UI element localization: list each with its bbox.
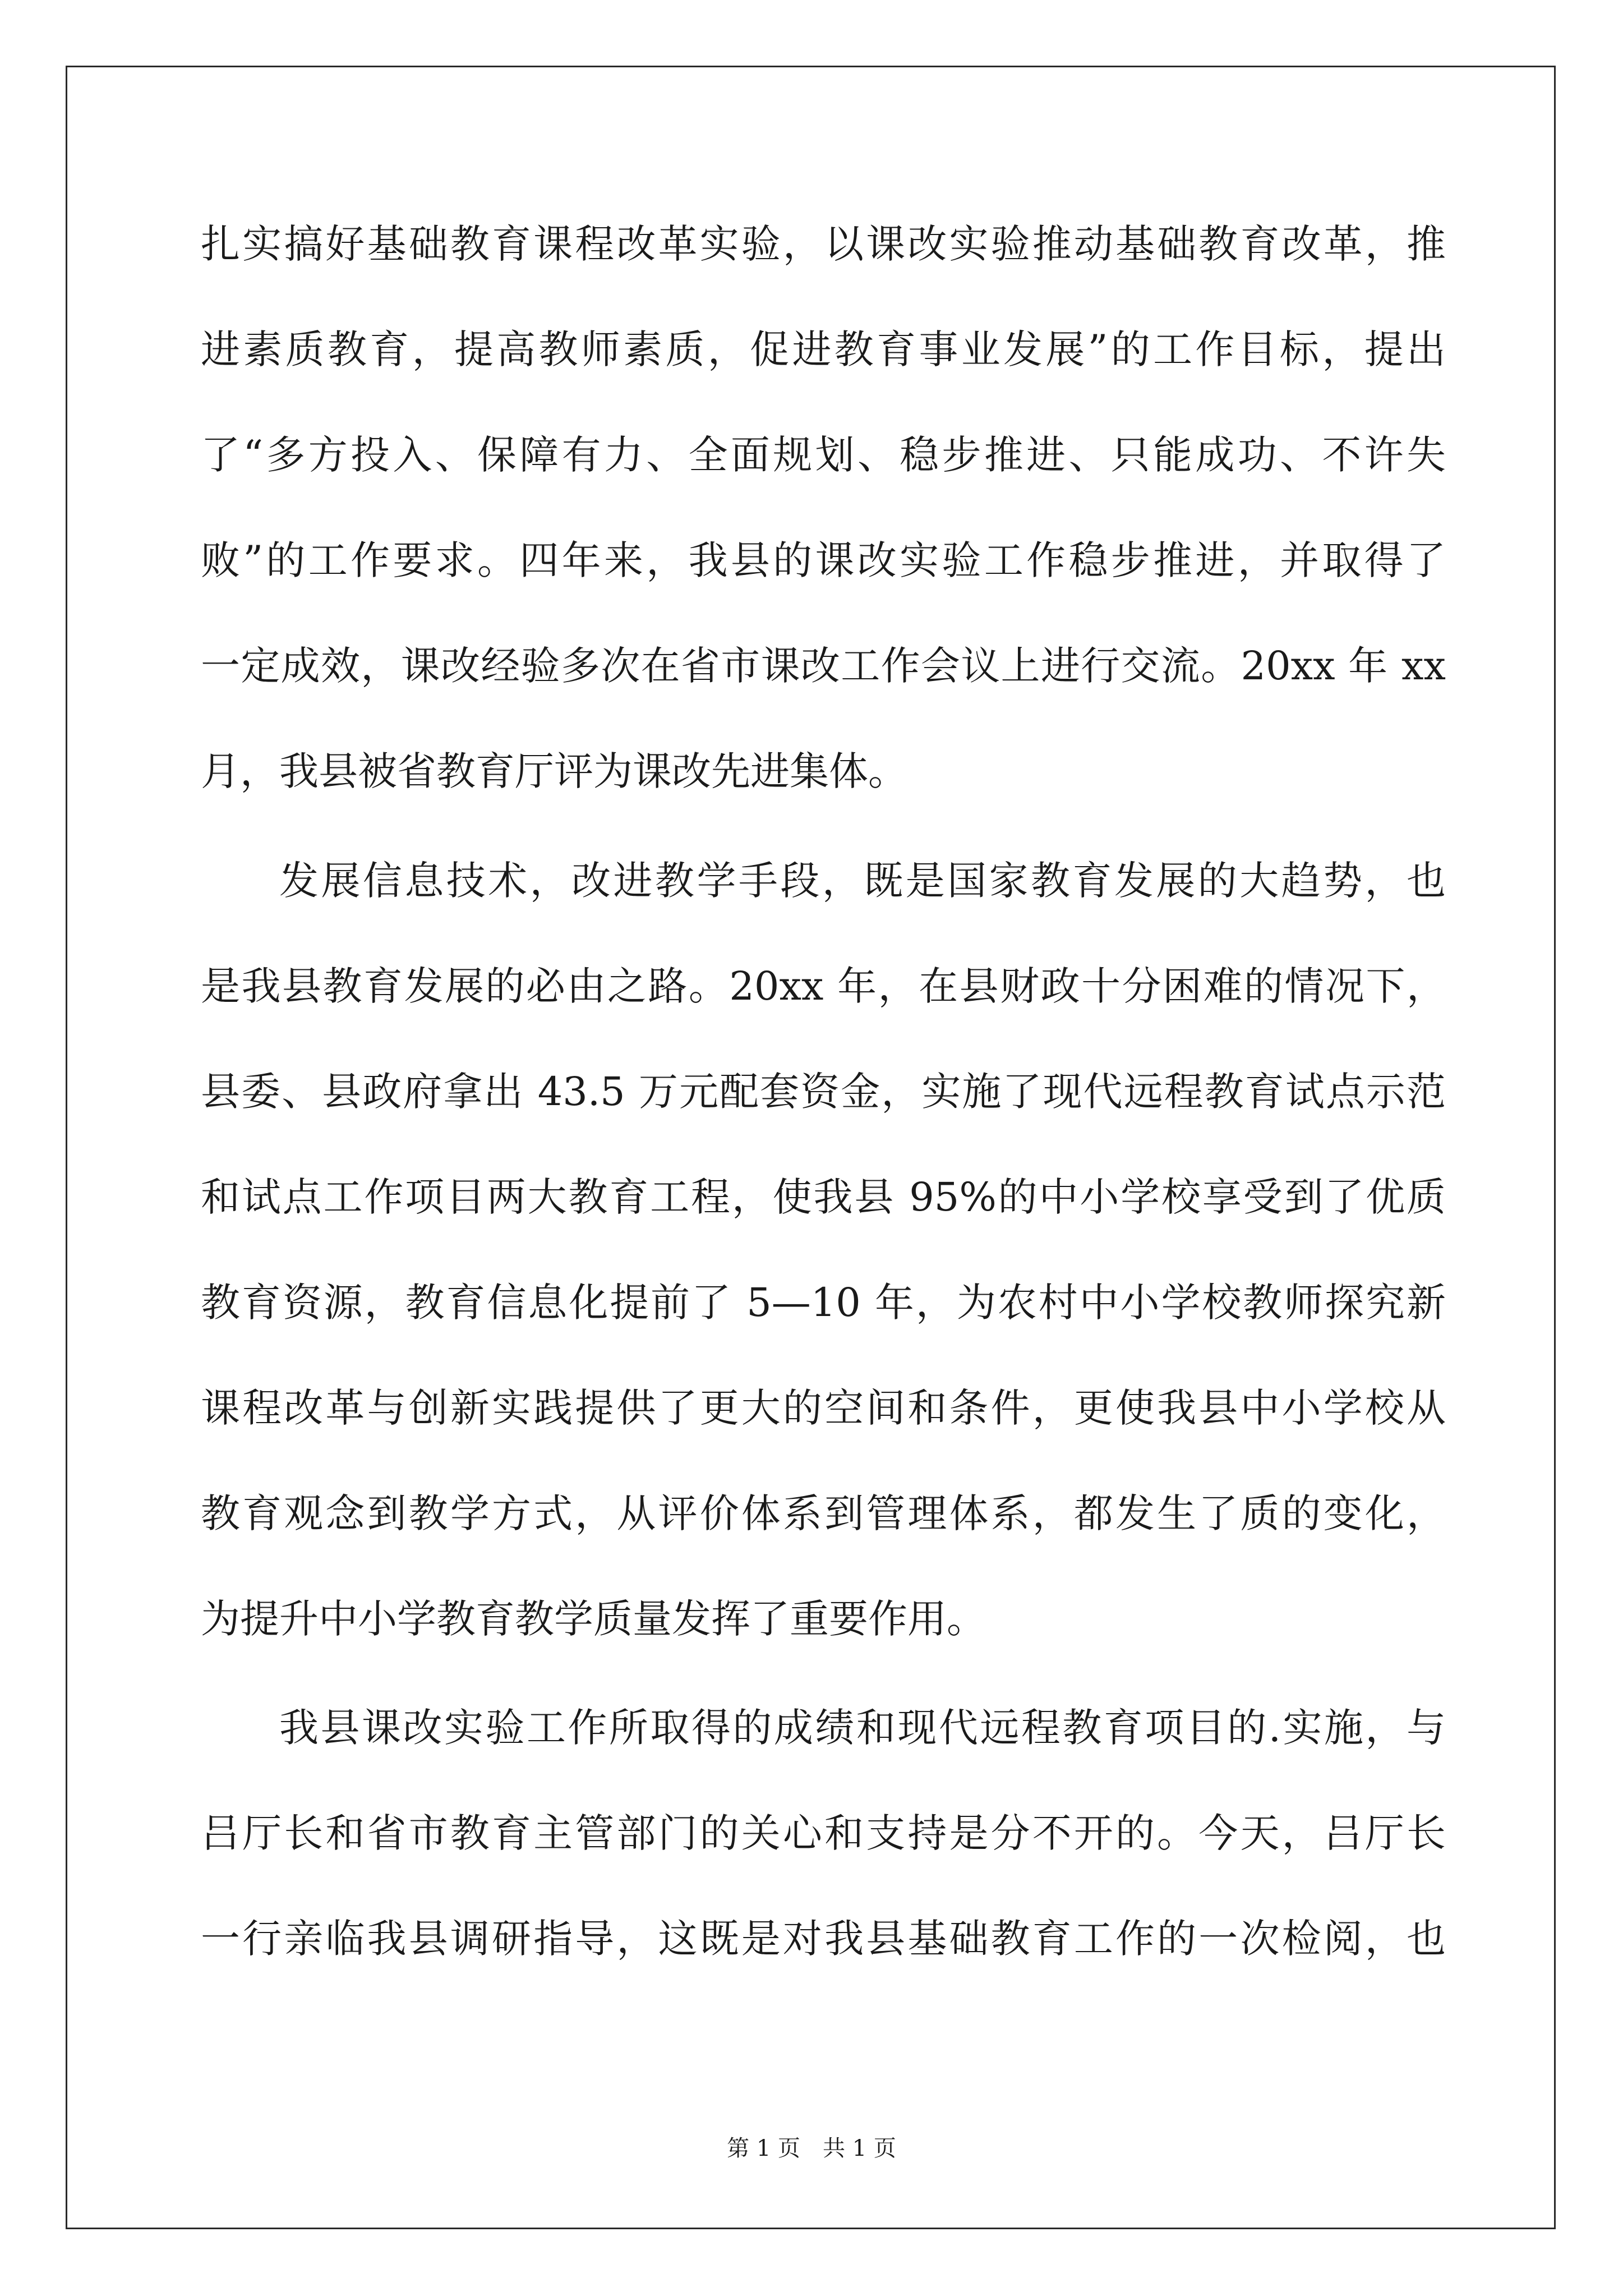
text-line: 我县课改实验工作所取得的成绩和现代远程教育项目的.实施，与 [279,1705,1446,1751]
text-line: 课程改革与创新实践提供了更大的空间和条件，更使我县中小学校从 [201,1385,1446,1431]
text-line: 和试点工作项目两大教育工程，使我县 95%的中小学校享受到了优质 [201,1174,1446,1220]
text-line: 吕厅长和省市教育主管部门的关心和支持是分不开的。今天，吕厅长 [201,1810,1446,1856]
text-line: 是我县教育发展的必由之路。20xx 年，在县财政十分困难的情况下， [201,963,1446,1009]
text-line: 为提升中小学教育教学质量发挥了重要作用。 [201,1596,986,1642]
text-line: 进素质教育，提高教师素质，促进教育事业发展”的工作目标，提出 [201,326,1446,372]
text-line: 县委、县政府拿出 43.5 万元配套资金，实施了现代远程教育试点示范 [201,1069,1446,1115]
page-footer: 第 1 页 共 1 页 [727,2136,896,2161]
text-line: 教育观念到教学方式，从评价体系到管理体系，都发生了质的变化， [201,1490,1446,1536]
text-line: 月，我县被省教育厅评为课改先进集体。 [201,748,907,794]
text-line: 教育资源，教育信息化提前了 5—10 年，为农村中小学校教师探究新 [201,1280,1446,1326]
text-line: 败”的工作要求。四年来，我县的课改实验工作稳步推进，并取得了 [201,537,1446,583]
text-line: 发展信息技术，改进教学手段，既是国家教育发展的大趋势，也 [279,858,1446,904]
text-line: 一定成效，课改经验多次在省市课改工作会议上进行交流。20xx 年 xx [201,643,1446,689]
page-border [66,66,1556,2229]
text-line: 了“多方投入、保障有力、全面规划、稳步推进、只能成功、不许失 [201,432,1446,478]
text-line: 一行亲临我县调研指导，这既是对我县基础教育工作的一次检阅，也 [201,1916,1446,1962]
text-line: 扎实搞好基础教育课程改革实验，以课改实验推动基础教育改革，推 [201,221,1446,267]
